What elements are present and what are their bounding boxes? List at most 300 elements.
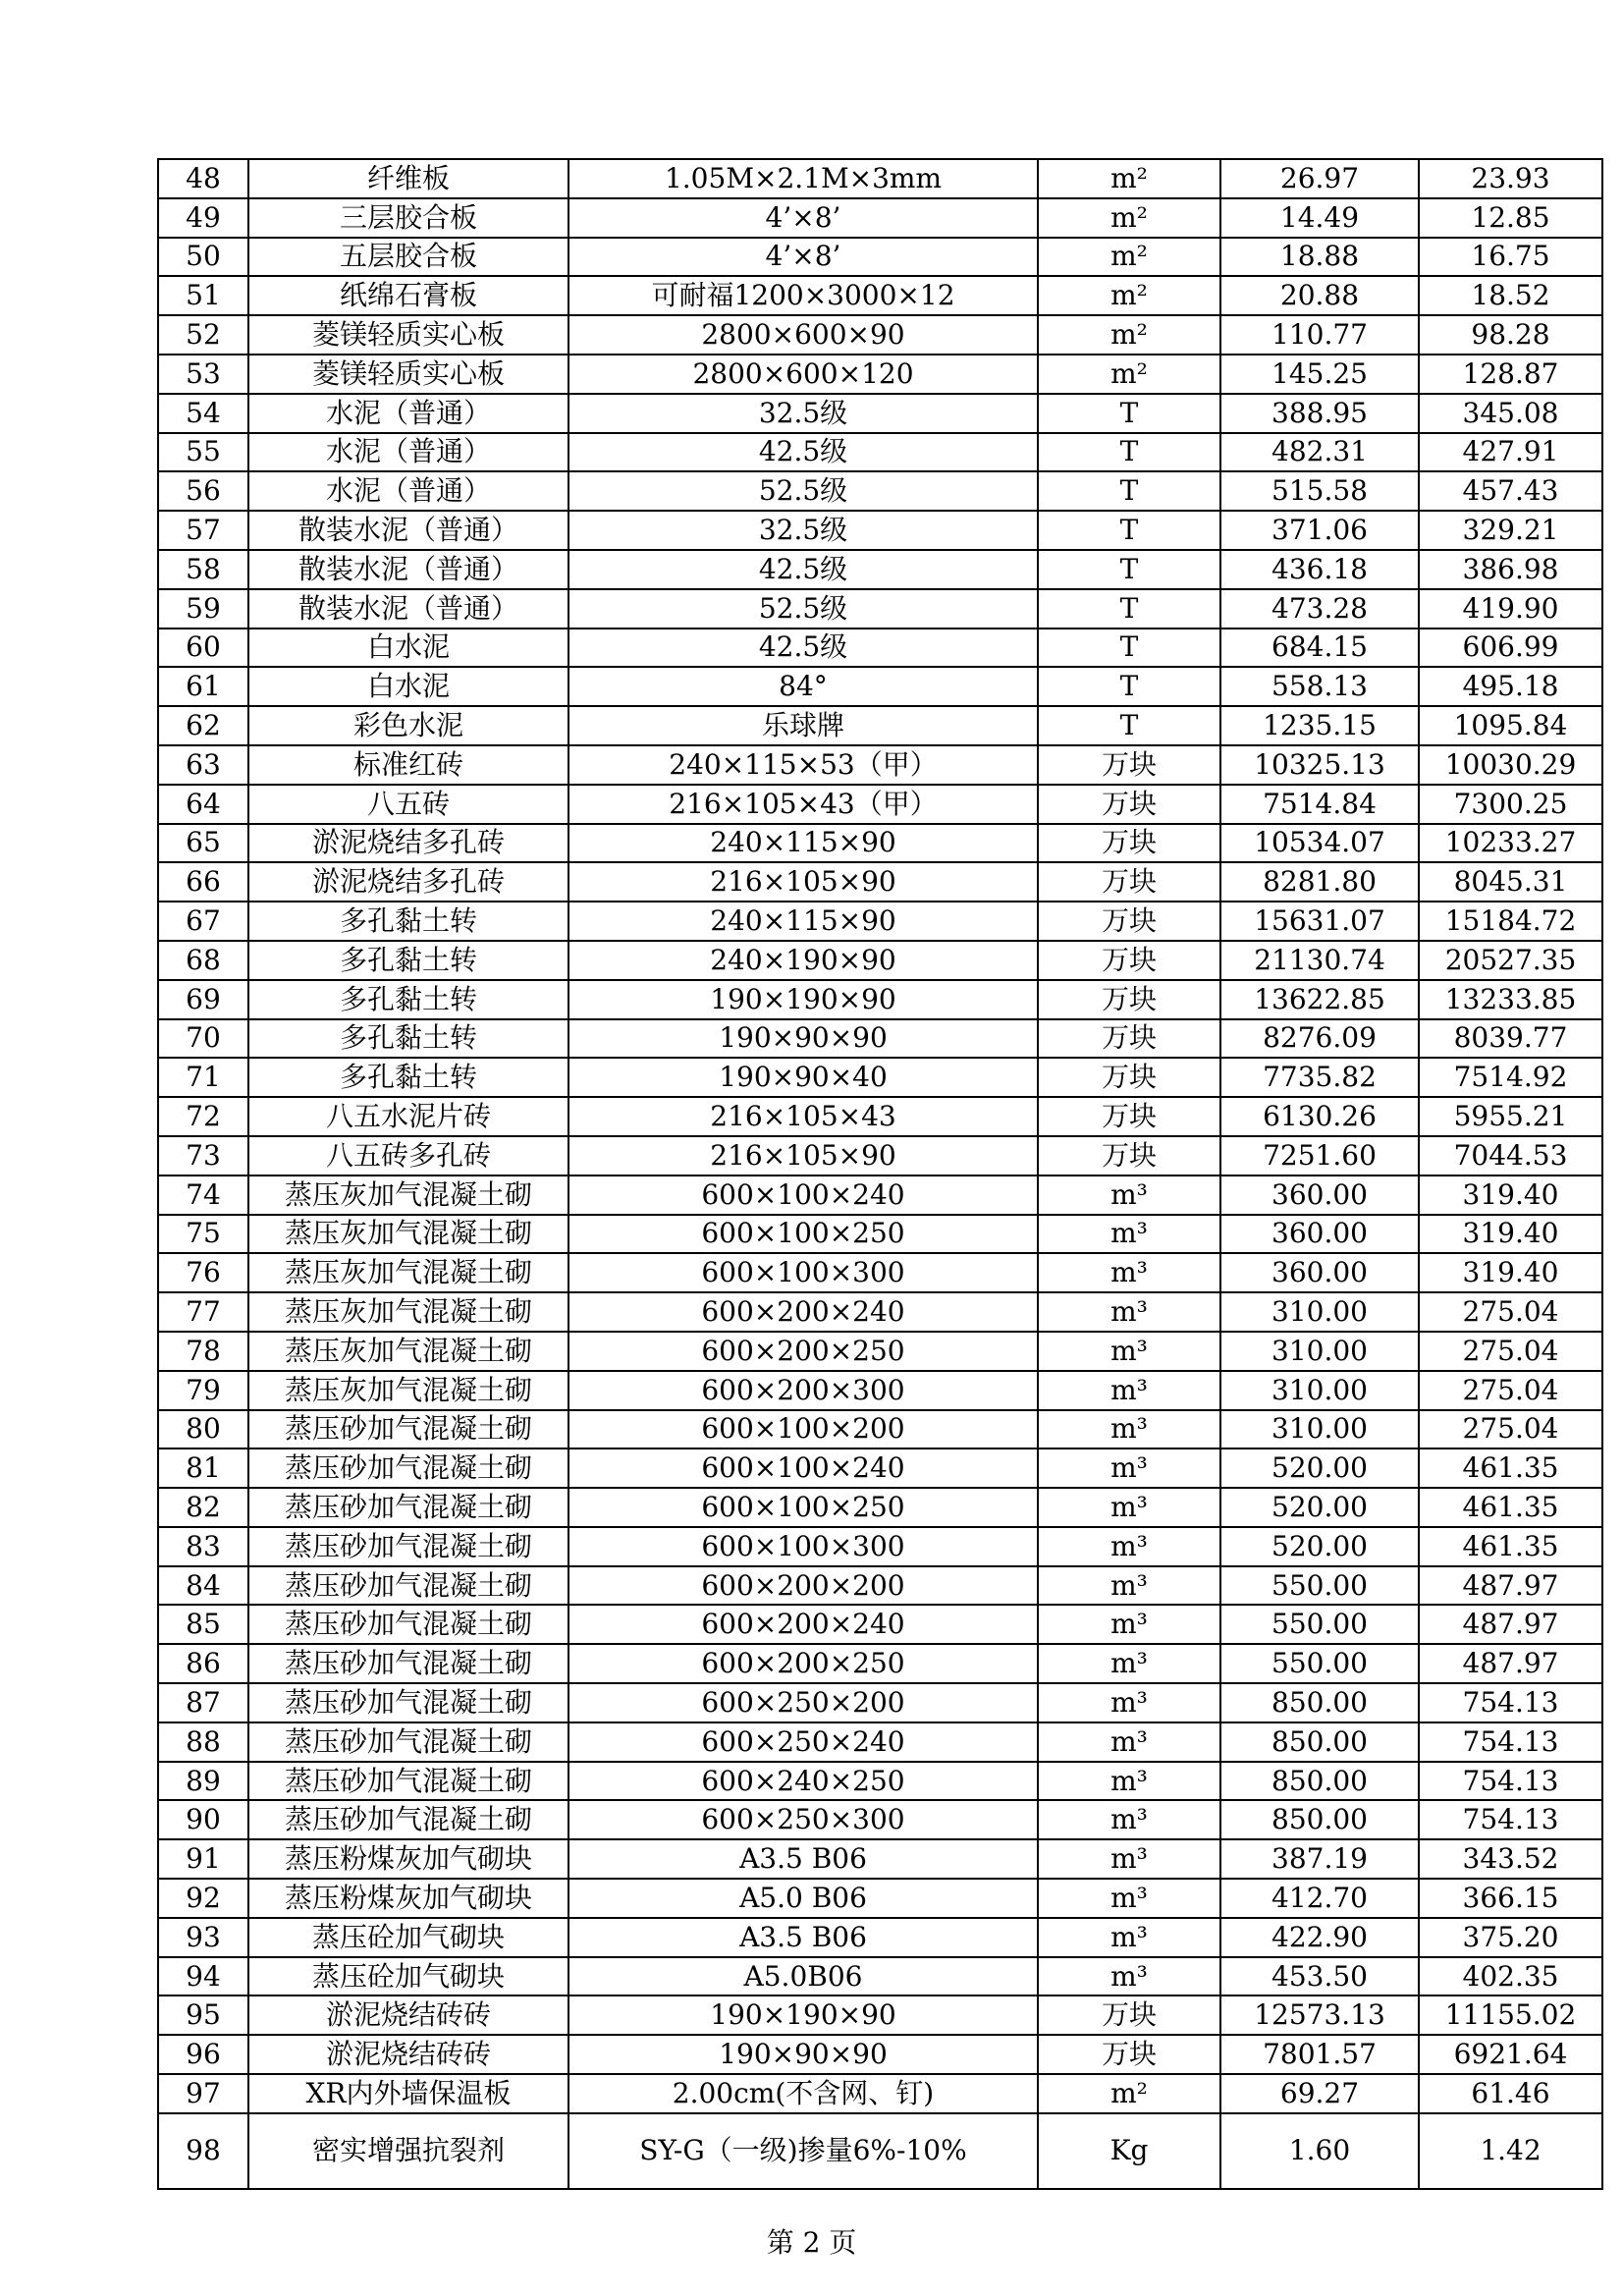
row-number-cell: 71 (158, 1058, 248, 1097)
unit-cell: T (1038, 550, 1220, 589)
material-name-cell: 蒸压砂加气混凝土砌 (248, 1605, 568, 1644)
row-number-cell: 52 (158, 315, 248, 355)
price-tax-included-cell: 1235.15 (1220, 706, 1419, 745)
row-number-cell: 86 (158, 1644, 248, 1683)
table-row (158, 2074, 1602, 2113)
table-row (158, 471, 1602, 511)
row-number-cell: 54 (158, 394, 248, 433)
material-spec-cell: 32.5级 (568, 511, 1038, 550)
material-name-cell: 蒸压灰加气混凝土砌 (248, 1175, 568, 1215)
row-number-cell: 59 (158, 589, 248, 629)
row-number-cell: 92 (158, 1879, 248, 1918)
row-number-cell: 65 (158, 824, 248, 863)
price-tax-included-cell: 14.49 (1220, 198, 1419, 238)
table-row (158, 198, 1602, 238)
material-spec-cell: 1.05M×2.1M×3mm (568, 159, 1038, 198)
row-number-cell: 85 (158, 1605, 248, 1644)
material-name-cell: 纤维板 (248, 159, 568, 198)
row-number-cell: 70 (158, 1019, 248, 1059)
price-table-body (158, 159, 1602, 2189)
price-tax-included-cell: 110.77 (1220, 315, 1419, 355)
price-tax-excluded-cell: 329.21 (1419, 511, 1602, 550)
table-row (158, 1097, 1602, 1136)
price-tax-excluded-cell: 319.40 (1419, 1175, 1602, 1215)
price-tax-excluded-cell: 98.28 (1419, 315, 1602, 355)
material-spec-cell: 42.5级 (568, 629, 1038, 668)
unit-cell: 万块 (1038, 980, 1220, 1019)
material-name-cell: 蒸压砼加气砌块 (248, 1957, 568, 1996)
unit-cell: m³ (1038, 1488, 1220, 1527)
material-spec-cell: A3.5 B06 (568, 1839, 1038, 1879)
unit-cell: m³ (1038, 1683, 1220, 1722)
price-tax-included-cell: 12573.13 (1220, 1995, 1419, 2035)
material-name-cell: 八五砖多孔砖 (248, 1136, 568, 1175)
price-tax-included-cell: 10325.13 (1220, 745, 1419, 785)
material-name-cell: 八五水泥片砖 (248, 1097, 568, 1136)
row-number-cell: 64 (158, 785, 248, 824)
material-spec-cell: A5.0B06 (568, 1957, 1038, 1996)
price-tax-excluded-cell: 8045.31 (1419, 862, 1602, 902)
material-spec-cell: 240×190×90 (568, 941, 1038, 980)
unit-cell: Kg (1038, 2113, 1220, 2189)
price-tax-excluded-cell: 345.08 (1419, 394, 1602, 433)
unit-cell: T (1038, 394, 1220, 433)
material-name-cell: 水泥（普通） (248, 394, 568, 433)
price-tax-excluded-cell: 495.18 (1419, 667, 1602, 706)
table-row (158, 1292, 1602, 1332)
price-tax-excluded-cell: 8039.77 (1419, 1019, 1602, 1059)
material-spec-cell: 216×105×43（甲） (568, 785, 1038, 824)
row-number-cell: 88 (158, 1722, 248, 1762)
table-row (158, 1410, 1602, 1449)
unit-cell: T (1038, 433, 1220, 472)
material-name-cell: 蒸压砂加气混凝土砌 (248, 1527, 568, 1566)
table-row (158, 276, 1602, 315)
material-spec-cell: 190×190×90 (568, 1995, 1038, 2035)
material-spec-cell: 600×100×300 (568, 1527, 1038, 1566)
material-name-cell: 多孔黏土转 (248, 1058, 568, 1097)
row-number-cell: 95 (158, 1995, 248, 2035)
price-tax-excluded-cell: 754.13 (1419, 1762, 1602, 1801)
unit-cell: 万块 (1038, 2035, 1220, 2074)
price-tax-excluded-cell: 275.04 (1419, 1292, 1602, 1332)
price-tax-excluded-cell: 457.43 (1419, 471, 1602, 511)
row-number-cell: 76 (158, 1253, 248, 1292)
price-tax-excluded-cell: 461.35 (1419, 1449, 1602, 1488)
material-name-cell: 蒸压砼加气砌块 (248, 1918, 568, 1957)
price-tax-excluded-cell: 7300.25 (1419, 785, 1602, 824)
price-tax-included-cell: 13622.85 (1220, 980, 1419, 1019)
material-name-cell: 多孔黏土转 (248, 902, 568, 941)
material-spec-cell: 2800×600×120 (568, 355, 1038, 394)
unit-cell: 万块 (1038, 1058, 1220, 1097)
material-name-cell: 蒸压灰加气混凝土砌 (248, 1371, 568, 1410)
price-tax-included-cell: 387.19 (1220, 1839, 1419, 1879)
price-tax-included-cell: 7251.60 (1220, 1136, 1419, 1175)
unit-cell: m² (1038, 198, 1220, 238)
unit-cell: m³ (1038, 1332, 1220, 1371)
material-spec-cell: 乐球牌 (568, 706, 1038, 745)
material-name-cell: 蒸压灰加气混凝土砌 (248, 1292, 568, 1332)
material-spec-cell: 42.5级 (568, 550, 1038, 589)
price-tax-included-cell: 310.00 (1220, 1410, 1419, 1449)
material-spec-cell: 42.5级 (568, 433, 1038, 472)
material-name-cell: 蒸压砂加气混凝土砌 (248, 1566, 568, 1606)
unit-cell: m³ (1038, 1175, 1220, 1215)
price-tax-included-cell: 360.00 (1220, 1175, 1419, 1215)
material-name-cell: 蒸压砂加气混凝土砌 (248, 1683, 568, 1722)
row-number-cell: 51 (158, 276, 248, 315)
table-row (158, 589, 1602, 629)
table-row (158, 394, 1602, 433)
price-tax-included-cell: 412.70 (1220, 1879, 1419, 1918)
price-tax-included-cell: 436.18 (1220, 550, 1419, 589)
row-number-cell: 79 (158, 1371, 248, 1410)
table-row (158, 941, 1602, 980)
price-tax-excluded-cell: 754.13 (1419, 1722, 1602, 1762)
unit-cell: m³ (1038, 1449, 1220, 1488)
material-name-cell: 密实增强抗裂剂 (248, 2113, 568, 2189)
price-tax-included-cell: 550.00 (1220, 1566, 1419, 1606)
row-number-cell: 66 (158, 862, 248, 902)
price-tax-excluded-cell: 275.04 (1419, 1410, 1602, 1449)
price-tax-excluded-cell: 487.97 (1419, 1644, 1602, 1683)
table-row (158, 629, 1602, 668)
price-tax-included-cell: 850.00 (1220, 1683, 1419, 1722)
price-tax-excluded-cell: 10030.29 (1419, 745, 1602, 785)
material-spec-cell: SY-G（一级)掺量6%-10% (568, 2113, 1038, 2189)
material-spec-cell: 4’×8’ (568, 198, 1038, 238)
price-tax-excluded-cell: 419.90 (1419, 589, 1602, 629)
row-number-cell: 53 (158, 355, 248, 394)
price-tax-excluded-cell: 375.20 (1419, 1918, 1602, 1957)
unit-cell: 万块 (1038, 785, 1220, 824)
price-tax-included-cell: 422.90 (1220, 1918, 1419, 1957)
unit-cell: m³ (1038, 1292, 1220, 1332)
material-name-cell: 蒸压砂加气混凝土砌 (248, 1488, 568, 1527)
material-name-cell: 散装水泥（普通） (248, 550, 568, 589)
unit-cell: m³ (1038, 1957, 1220, 1996)
material-spec-cell: A5.0 B06 (568, 1879, 1038, 1918)
row-number-cell: 48 (158, 159, 248, 198)
table-row (158, 1995, 1602, 2035)
material-spec-cell: 600×100×240 (568, 1449, 1038, 1488)
unit-cell: m³ (1038, 1253, 1220, 1292)
row-number-cell: 83 (158, 1527, 248, 1566)
price-tax-excluded-cell: 606.99 (1419, 629, 1602, 668)
row-number-cell: 91 (158, 1839, 248, 1879)
price-tax-included-cell: 850.00 (1220, 1762, 1419, 1801)
price-tax-included-cell: 371.06 (1220, 511, 1419, 550)
price-tax-included-cell: 850.00 (1220, 1722, 1419, 1762)
material-spec-cell: 可耐福1200×3000×12 (568, 276, 1038, 315)
unit-cell: 万块 (1038, 1995, 1220, 2035)
price-tax-included-cell: 550.00 (1220, 1644, 1419, 1683)
material-spec-cell: 600×200×200 (568, 1566, 1038, 1606)
table-row (158, 1605, 1602, 1644)
material-spec-cell: 216×105×90 (568, 1136, 1038, 1175)
material-name-cell: 蒸压灰加气混凝土砌 (248, 1332, 568, 1371)
price-tax-included-cell: 21130.74 (1220, 941, 1419, 980)
price-tax-included-cell: 7514.84 (1220, 785, 1419, 824)
material-spec-cell: 84° (568, 667, 1038, 706)
price-tax-included-cell: 69.27 (1220, 2074, 1419, 2113)
price-tax-excluded-cell: 18.52 (1419, 276, 1602, 315)
material-spec-cell: 600×100×200 (568, 1410, 1038, 1449)
material-spec-cell: 52.5级 (568, 471, 1038, 511)
price-tax-included-cell: 453.50 (1220, 1957, 1419, 1996)
price-tax-included-cell: 482.31 (1220, 433, 1419, 472)
material-name-cell: 蒸压灰加气混凝土砌 (248, 1253, 568, 1292)
price-tax-excluded-cell: 12.85 (1419, 198, 1602, 238)
material-name-cell: 蒸压砂加气混凝土砌 (248, 1410, 568, 1449)
table-row (158, 433, 1602, 472)
row-number-cell: 62 (158, 706, 248, 745)
price-tax-included-cell: 310.00 (1220, 1332, 1419, 1371)
material-spec-cell: A3.5 B06 (568, 1918, 1038, 1957)
row-number-cell: 55 (158, 433, 248, 472)
table-row (158, 785, 1602, 824)
table-row (158, 2113, 1602, 2189)
price-tax-included-cell: 26.97 (1220, 159, 1419, 198)
table-row (158, 1879, 1602, 1918)
unit-cell: m³ (1038, 1527, 1220, 1566)
unit-cell: m³ (1038, 1918, 1220, 1957)
price-tax-excluded-cell: 20527.35 (1419, 941, 1602, 980)
table-row (158, 1566, 1602, 1606)
row-number-cell: 56 (158, 471, 248, 511)
row-number-cell: 74 (158, 1175, 248, 1215)
unit-cell: m³ (1038, 1215, 1220, 1254)
row-number-cell: 97 (158, 2074, 248, 2113)
price-tax-excluded-cell: 275.04 (1419, 1371, 1602, 1410)
row-number-cell: 73 (158, 1136, 248, 1175)
price-tax-included-cell: 10534.07 (1220, 824, 1419, 863)
price-tax-excluded-cell: 487.97 (1419, 1605, 1602, 1644)
price-tax-excluded-cell: 343.52 (1419, 1839, 1602, 1879)
unit-cell: T (1038, 706, 1220, 745)
unit-cell: m³ (1038, 1566, 1220, 1606)
table-row (158, 1058, 1602, 1097)
row-number-cell: 89 (158, 1762, 248, 1801)
price-tax-excluded-cell: 7044.53 (1419, 1136, 1602, 1175)
material-spec-cell: 600×250×240 (568, 1722, 1038, 1762)
price-tax-included-cell: 360.00 (1220, 1253, 1419, 1292)
material-name-cell: 淤泥烧结多孔砖 (248, 824, 568, 863)
price-tax-included-cell: 684.15 (1220, 629, 1419, 668)
material-name-cell: 菱镁轻质实心板 (248, 355, 568, 394)
unit-cell: 万块 (1038, 902, 1220, 941)
price-tax-excluded-cell: 16.75 (1419, 238, 1602, 277)
price-tax-included-cell: 20.88 (1220, 276, 1419, 315)
material-name-cell: 白水泥 (248, 667, 568, 706)
table-row (158, 1449, 1602, 1488)
price-tax-included-cell: 520.00 (1220, 1449, 1419, 1488)
row-number-cell: 63 (158, 745, 248, 785)
price-tax-excluded-cell: 6921.64 (1419, 2035, 1602, 2074)
unit-cell: m³ (1038, 1762, 1220, 1801)
price-tax-included-cell: 8276.09 (1220, 1019, 1419, 1059)
price-tax-excluded-cell: 10233.27 (1419, 824, 1602, 863)
table-row (158, 1371, 1602, 1410)
table-row (158, 238, 1602, 277)
material-name-cell: 多孔黏土转 (248, 980, 568, 1019)
price-tax-included-cell: 550.00 (1220, 1605, 1419, 1644)
material-spec-cell: 190×90×90 (568, 2035, 1038, 2074)
material-name-cell: 蒸压灰加气混凝土砌 (248, 1215, 568, 1254)
price-tax-excluded-cell: 754.13 (1419, 1800, 1602, 1839)
material-spec-cell: 2.00cm(不含网、钉) (568, 2074, 1038, 2113)
page-number: 第 2 页 (766, 2226, 857, 2259)
row-number-cell: 58 (158, 550, 248, 589)
unit-cell: m³ (1038, 1839, 1220, 1879)
row-number-cell: 84 (158, 1566, 248, 1606)
table-row (158, 1644, 1602, 1683)
material-name-cell: 淤泥烧结砖砖 (248, 2035, 568, 2074)
price-tax-included-cell: 7735.82 (1220, 1058, 1419, 1097)
row-number-cell: 75 (158, 1215, 248, 1254)
unit-cell: m³ (1038, 1879, 1220, 1918)
unit-cell: T (1038, 511, 1220, 550)
price-tax-excluded-cell: 5955.21 (1419, 1097, 1602, 1136)
table-row (158, 550, 1602, 589)
material-spec-cell: 600×200×300 (568, 1371, 1038, 1410)
table-row (158, 1136, 1602, 1175)
table-row (158, 745, 1602, 785)
unit-cell: m³ (1038, 1371, 1220, 1410)
material-name-cell: 散装水泥（普通） (248, 511, 568, 550)
table-row (158, 1253, 1602, 1292)
material-name-cell: 三层胶合板 (248, 198, 568, 238)
price-table (157, 158, 1603, 2190)
table-row (158, 824, 1602, 863)
material-name-cell: 淤泥烧结多孔砖 (248, 862, 568, 902)
table-row (158, 2035, 1602, 2074)
row-number-cell: 50 (158, 238, 248, 277)
price-tax-included-cell: 520.00 (1220, 1527, 1419, 1566)
material-spec-cell: 600×200×250 (568, 1644, 1038, 1683)
material-name-cell: 蒸压粉煤灰加气砌块 (248, 1879, 568, 1918)
material-spec-cell: 240×115×90 (568, 824, 1038, 863)
price-tax-excluded-cell: 427.91 (1419, 433, 1602, 472)
price-tax-included-cell: 558.13 (1220, 667, 1419, 706)
price-tax-excluded-cell: 11155.02 (1419, 1995, 1602, 2035)
table-row (158, 1762, 1602, 1801)
material-name-cell: 多孔黏土转 (248, 941, 568, 980)
unit-cell: m² (1038, 276, 1220, 315)
row-number-cell: 87 (158, 1683, 248, 1722)
price-tax-excluded-cell: 754.13 (1419, 1683, 1602, 1722)
price-tax-excluded-cell: 319.40 (1419, 1215, 1602, 1254)
row-number-cell: 93 (158, 1918, 248, 1957)
table-row (158, 1957, 1602, 1996)
table-row (158, 1332, 1602, 1371)
material-name-cell: 水泥（普通） (248, 433, 568, 472)
table-row (158, 315, 1602, 355)
price-tax-included-cell: 310.00 (1220, 1292, 1419, 1332)
unit-cell: 万块 (1038, 1136, 1220, 1175)
row-number-cell: 72 (158, 1097, 248, 1136)
material-spec-cell: 4’×8’ (568, 238, 1038, 277)
table-row (158, 159, 1602, 198)
price-tax-included-cell: 1.60 (1220, 2113, 1419, 2189)
price-tax-included-cell: 388.95 (1220, 394, 1419, 433)
material-name-cell: 菱镁轻质实心板 (248, 315, 568, 355)
material-name-cell: 蒸压砂加气混凝土砌 (248, 1449, 568, 1488)
price-tax-included-cell: 8281.80 (1220, 862, 1419, 902)
table-row (158, 1019, 1602, 1059)
unit-cell: 万块 (1038, 862, 1220, 902)
price-tax-included-cell: 850.00 (1220, 1800, 1419, 1839)
unit-cell: 万块 (1038, 1097, 1220, 1136)
unit-cell: m² (1038, 2074, 1220, 2113)
price-tax-excluded-cell: 366.15 (1419, 1879, 1602, 1918)
unit-cell: 万块 (1038, 824, 1220, 863)
material-name-cell: 标准红砖 (248, 745, 568, 785)
unit-cell: T (1038, 471, 1220, 511)
material-name-cell: 蒸压砂加气混凝土砌 (248, 1762, 568, 1801)
price-tax-included-cell: 7801.57 (1220, 2035, 1419, 2074)
row-number-cell: 60 (158, 629, 248, 668)
table-row (158, 1683, 1602, 1722)
row-number-cell: 61 (158, 667, 248, 706)
material-spec-cell: 2800×600×90 (568, 315, 1038, 355)
price-tax-included-cell: 310.00 (1220, 1371, 1419, 1410)
material-spec-cell: 600×240×250 (568, 1762, 1038, 1801)
table-row (158, 902, 1602, 941)
row-number-cell: 80 (158, 1410, 248, 1449)
price-tax-excluded-cell: 461.35 (1419, 1527, 1602, 1566)
price-tax-included-cell: 520.00 (1220, 1488, 1419, 1527)
price-tax-included-cell: 360.00 (1220, 1215, 1419, 1254)
material-spec-cell: 600×100×250 (568, 1488, 1038, 1527)
material-spec-cell: 600×200×240 (568, 1605, 1038, 1644)
material-spec-cell: 600×200×250 (568, 1332, 1038, 1371)
row-number-cell: 67 (158, 902, 248, 941)
table-row (158, 1800, 1602, 1839)
material-name-cell: 蒸压砂加气混凝土砌 (248, 1800, 568, 1839)
material-name-cell: 白水泥 (248, 629, 568, 668)
row-number-cell: 98 (158, 2113, 248, 2189)
unit-cell: m² (1038, 355, 1220, 394)
unit-cell: T (1038, 589, 1220, 629)
unit-cell: 万块 (1038, 1019, 1220, 1059)
row-number-cell: 77 (158, 1292, 248, 1332)
price-tax-excluded-cell: 128.87 (1419, 355, 1602, 394)
table-row (158, 1722, 1602, 1762)
price-tax-excluded-cell: 15184.72 (1419, 902, 1602, 941)
row-number-cell: 90 (158, 1800, 248, 1839)
material-name-cell: 五层胶合板 (248, 238, 568, 277)
unit-cell: m³ (1038, 1605, 1220, 1644)
material-spec-cell: 52.5级 (568, 589, 1038, 629)
price-tax-excluded-cell: 7514.92 (1419, 1058, 1602, 1097)
material-name-cell: XR内外墙保温板 (248, 2074, 568, 2113)
material-spec-cell: 600×250×300 (568, 1800, 1038, 1839)
table-row (158, 862, 1602, 902)
material-name-cell: 散装水泥（普通） (248, 589, 568, 629)
unit-cell: m² (1038, 238, 1220, 277)
unit-cell: m³ (1038, 1644, 1220, 1683)
material-name-cell: 彩色水泥 (248, 706, 568, 745)
unit-cell: T (1038, 629, 1220, 668)
unit-cell: m³ (1038, 1722, 1220, 1762)
table-row (158, 1175, 1602, 1215)
material-spec-cell: 216×105×43 (568, 1097, 1038, 1136)
material-spec-cell: 32.5级 (568, 394, 1038, 433)
material-name-cell: 蒸压粉煤灰加气砌块 (248, 1839, 568, 1879)
material-name-cell: 水泥（普通） (248, 471, 568, 511)
